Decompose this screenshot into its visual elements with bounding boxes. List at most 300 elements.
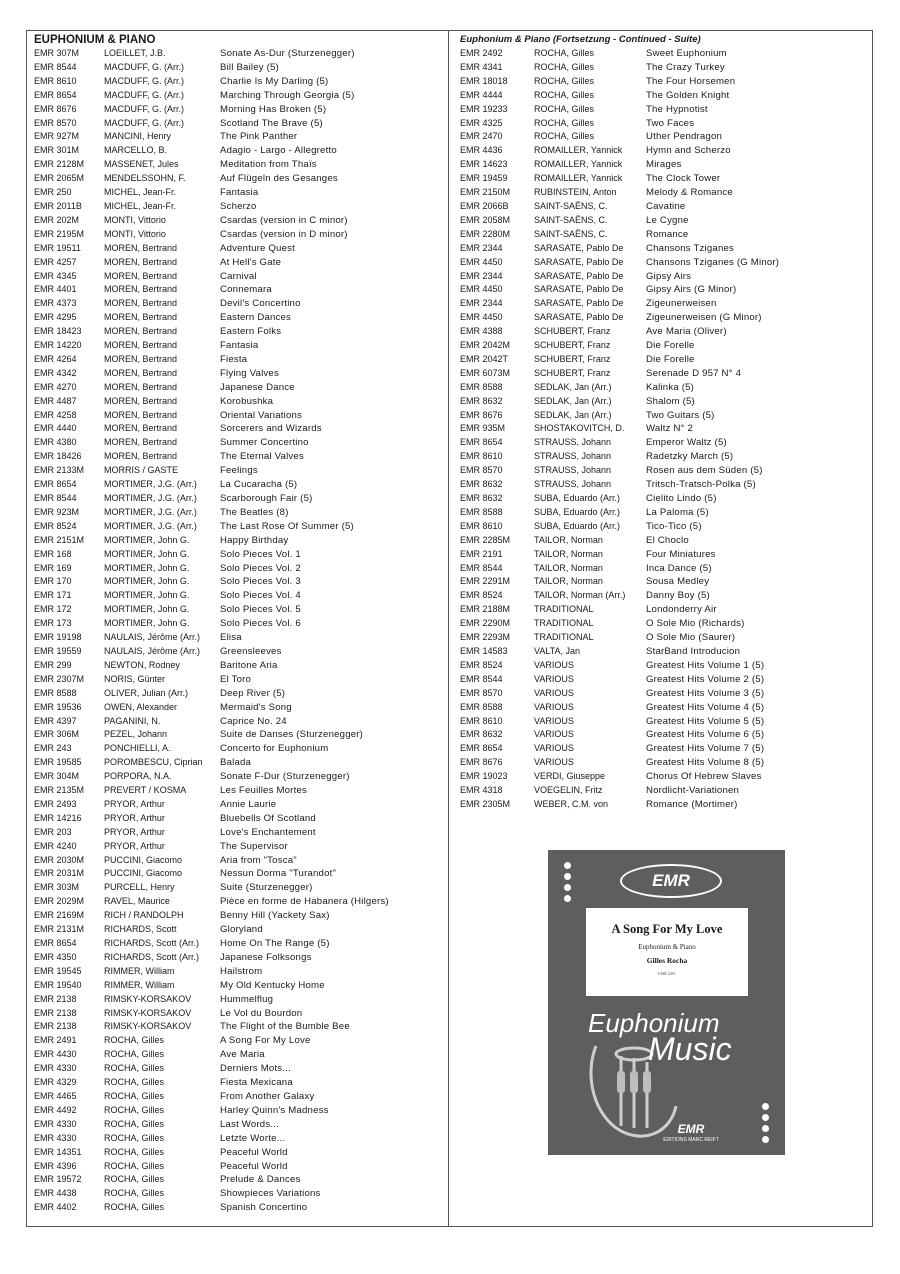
work-title: Sonate F-Dur (Sturzenegger) [220, 771, 350, 783]
section-heading: EUPHONIUM & PIANO [34, 34, 156, 46]
composer: ROCHA, Gilles [534, 89, 595, 100]
work-title: Cavatine [646, 200, 686, 212]
work-title: Peaceful World [220, 1146, 288, 1158]
catalog-entry [34, 826, 444, 840]
catalog-entry [460, 89, 870, 103]
catalog-number: EMR 8632 [460, 493, 503, 503]
composer: SHOSTAKOVITCH, D. [534, 423, 625, 434]
composer: TAILOR, Norman [534, 562, 603, 573]
catalog-entry [34, 1132, 444, 1146]
catalog-entry [34, 117, 444, 131]
work-title: Hymn and Scherzo [646, 145, 731, 157]
catalog-entry [460, 325, 870, 339]
catalog-number: EMR 169 [34, 562, 72, 573]
catalog-entry [34, 339, 444, 353]
work-title: Showpieces Variations [220, 1188, 321, 1200]
catalog-number: EMR 4438 [34, 1188, 77, 1199]
catalog-number: EMR 923M [34, 506, 80, 517]
composer: MOREN, Bertrand [104, 284, 178, 295]
work-title: Melody & Romance [646, 187, 733, 199]
work-title: Happy Birthday [220, 534, 289, 546]
catalog-entry [34, 520, 444, 534]
catalog-number: EMR 243 [34, 743, 72, 754]
catalog-entry [34, 1048, 444, 1062]
work-title: Les Feuilles Mortes [220, 785, 307, 797]
catalog-entry [34, 937, 444, 951]
catalog-entry [34, 812, 444, 826]
catalog-number: EMR 4380 [34, 437, 77, 448]
composer: MORTIMER, John G. [104, 590, 190, 601]
work-title: The Four Horsemen [646, 75, 736, 87]
catalog-number: EMR 8524 [460, 590, 503, 601]
work-title: Solo Pieces Vol. 1 [220, 548, 301, 560]
work-title: The Flight of the Bumble Bee [220, 1021, 350, 1033]
catalog-entry [34, 645, 444, 659]
work-title: Derniers Mots... [220, 1063, 291, 1075]
catalog-number: EMR 2344 [460, 242, 503, 253]
catalog-entry [460, 242, 870, 256]
catalog-entry [460, 381, 870, 395]
composer: MORTIMER, John G. [104, 548, 190, 559]
catalog-entry [34, 1146, 444, 1160]
catalog-number: EMR 4402 [34, 1202, 77, 1213]
catalog-number: EMR 6073M [460, 367, 511, 378]
composer: ROCHA, Gilles [104, 1188, 165, 1199]
composer: POROMBESCU, Ciprian [104, 757, 203, 768]
composer: SUBA, Eduardo (Arr.) [534, 520, 621, 531]
catalog-number: EMR 4318 [460, 785, 503, 796]
catalog-number: EMR 19198 [34, 632, 82, 643]
cover-image [548, 850, 785, 1155]
catalog-number: EMR 8610 [460, 715, 503, 726]
composer: VALTA, Jan [534, 645, 581, 656]
catalog-entry [34, 854, 444, 868]
catalog-column-right [460, 33, 870, 812]
composer: RIMMER, William [104, 965, 175, 976]
composer: MACDUFF, G. (Arr.) [104, 103, 184, 114]
catalog-number: EMR 2042M [460, 340, 511, 351]
catalog-number: EMR 250 [34, 187, 72, 198]
catalog-number: EMR 4270 [34, 381, 77, 392]
composer: VARIOUS [534, 701, 574, 712]
composer: MOREN, Bertrand [104, 381, 178, 392]
catalog-entry [34, 256, 444, 270]
work-title: Last Words... [220, 1118, 279, 1130]
catalog-number: EMR 4295 [34, 312, 77, 323]
catalog-number: EMR 4450 [460, 256, 503, 267]
work-title: Suite (Sturzenegger) [220, 882, 313, 894]
work-title: Devil's Concertino [220, 298, 301, 310]
work-title: O Sole Mio (Richards) [646, 618, 745, 630]
work-title: Baritone Aria [220, 659, 278, 671]
work-title: Japanese Dance [220, 381, 295, 393]
emr-logo: EMR [620, 864, 722, 898]
catalog-number: EMR 2290M [460, 618, 511, 629]
composer: TAILOR, Norman (Arr.) [534, 590, 626, 601]
catalog-number: EMR 8544 [34, 493, 77, 503]
work-title: Caprice No. 24 [220, 715, 287, 727]
catalog-number: EMR 19585 [34, 757, 82, 768]
work-title: Harley Quinn's Madness [220, 1104, 329, 1116]
catalog-entry [34, 673, 444, 687]
work-title: Chansons Tziganes [646, 242, 735, 254]
catalog-entry [34, 979, 444, 993]
composer: PRYOR, Arthur [104, 812, 165, 823]
composer: SARASATE, Pablo De [534, 298, 624, 309]
composer: ROCHA, Gilles [534, 117, 595, 128]
composer: ROMAILLER, Yannick [534, 145, 623, 156]
catalog-number: EMR 4345 [34, 270, 77, 281]
catalog-number: EMR 2285M [460, 534, 511, 545]
composer: VARIOUS [534, 743, 574, 754]
composer: SARASATE, Pablo De [534, 284, 624, 295]
work-title: Fantasia [220, 187, 259, 199]
catalog-entry [34, 297, 444, 311]
work-title: Emperor Waltz (5) [646, 437, 727, 449]
work-title: Nordlicht-Variationen [646, 785, 740, 797]
work-title: The Eternal Valves [220, 451, 304, 463]
catalog-entry [34, 1173, 444, 1187]
composer: ROCHA, Gilles [534, 103, 595, 114]
catalog-entry [34, 951, 444, 965]
catalog-number: EMR 307M [34, 48, 80, 58]
composer: MASSENET, Jules [104, 159, 179, 170]
catalog-number: EMR 19559 [34, 645, 82, 656]
catalog-entry [460, 798, 870, 812]
catalog-number: EMR 4450 [460, 284, 503, 295]
catalog-entry [460, 117, 870, 131]
composer: VARIOUS [534, 659, 574, 670]
catalog-number: EMR 8632 [460, 395, 503, 406]
work-title: Oriental Variations [220, 409, 303, 421]
work-title: Greatest Hits Volume 7 (5) [646, 743, 765, 755]
catalog-entry [460, 520, 870, 534]
catalog-entry [460, 47, 870, 61]
composer: ROCHA, Gilles [104, 1146, 165, 1157]
catalog-number: EMR 8676 [34, 103, 77, 114]
catalog-number: EMR 19023 [460, 771, 508, 782]
catalog-entry [34, 603, 444, 617]
catalog-list-left [34, 47, 444, 1215]
catalog-entry [34, 47, 444, 61]
catalog-entry [34, 283, 444, 297]
catalog-number: EMR 8588 [460, 381, 503, 392]
catalog-entry [34, 436, 444, 450]
composer: OLIVER, Julian (Arr.) [104, 687, 189, 698]
composer: WEBER, C.M. von [534, 798, 609, 809]
catalog-entry [460, 534, 870, 548]
catalog-number: EMR 8654 [460, 437, 503, 448]
catalog-entry [460, 464, 870, 478]
composer: ROCHA, Gilles [104, 1063, 165, 1074]
catalog-entry [34, 492, 444, 506]
composer: TRADITIONAL [534, 618, 594, 629]
work-title: Zigeunerweisen [646, 298, 717, 310]
composer: RIMSKY-KORSAKOV [104, 1021, 192, 1032]
work-title: Solo Pieces Vol. 3 [220, 576, 301, 588]
catalog-number: EMR 304M [34, 771, 80, 782]
catalog-number: EMR 2195M [34, 228, 85, 239]
work-title: Tritsch-Tratsch-Polka (5) [646, 479, 756, 491]
composer: MOREN, Bertrand [104, 312, 178, 323]
catalog-entry [34, 715, 444, 729]
work-title: Radetzky March (5) [646, 451, 734, 463]
composer: RIMMER, William [104, 979, 175, 990]
catalog-entry [34, 311, 444, 325]
composer: MANCINI, Henry [104, 131, 172, 142]
catalog-number: EMR 4436 [460, 145, 503, 156]
catalog-number: EMR 4450 [460, 312, 503, 323]
composer: VARIOUS [534, 687, 574, 698]
composer: ROCHA, Gilles [534, 48, 595, 58]
catalog-entry [34, 172, 444, 186]
work-title: Concerto for Euphonium [220, 743, 329, 755]
catalog-number: EMR 4440 [34, 423, 77, 434]
composer: SUBA, Eduardo (Arr.) [534, 506, 621, 517]
composer: ROCHA, Gilles [104, 1077, 165, 1088]
catalog-number: EMR 8524 [34, 520, 77, 531]
composer: SARASATE, Pablo De [534, 270, 624, 281]
catalog-entry [460, 770, 870, 784]
cover-code: EMR 2491 [658, 971, 676, 976]
cover-series-line1: Euphonium [588, 1008, 720, 1038]
catalog-list-right [460, 47, 870, 812]
catalog-number: EMR 2030M [34, 854, 85, 865]
work-title: Eastern Folks [220, 326, 282, 338]
catalog-number: EMR 935M [460, 423, 506, 434]
composer: SARASATE, Pablo De [534, 256, 624, 267]
catalog-entry [34, 450, 444, 464]
catalog-entry [34, 756, 444, 770]
catalog-number: EMR 19233 [460, 103, 508, 114]
work-title: Aria from "Tosca" [220, 854, 297, 866]
catalog-number: EMR 8544 [460, 562, 503, 573]
catalog-entry [34, 687, 444, 701]
catalog-entry [34, 1201, 444, 1215]
catalog-entry [460, 158, 870, 172]
section-heading-continued: Euphonium & Piano (Fortsetzung - Continued - Suite) [460, 34, 701, 45]
catalog-entry [460, 75, 870, 89]
composer: VARIOUS [534, 673, 574, 684]
catalog-entry [34, 422, 444, 436]
catalog-number: EMR 2066B [460, 200, 509, 211]
catalog-number: EMR 4465 [34, 1090, 77, 1101]
catalog-entry [460, 283, 870, 297]
work-title: Bluebells Of Scotland [220, 812, 316, 824]
catalog-entry [34, 228, 444, 242]
catalog-number: EMR 927M [34, 131, 80, 142]
work-title: Annie Laurie [220, 798, 277, 810]
catalog-entry [34, 464, 444, 478]
catalog-number: EMR 2344 [460, 298, 503, 309]
catalog-number: EMR 2138 [34, 1007, 77, 1018]
catalog-entry [34, 895, 444, 909]
work-title: Elisa [220, 632, 242, 644]
work-title: Greatest Hits Volume 1 (5) [646, 659, 765, 671]
composer: SAINT-SAËNS, C. [534, 200, 608, 211]
work-title: Two Guitars (5) [646, 409, 715, 421]
work-title: Sorcerers and Wizards [220, 423, 322, 435]
composer: TAILOR, Norman [534, 534, 603, 545]
composer: ROCHA, Gilles [104, 1160, 165, 1171]
catalog-entry [460, 436, 870, 450]
catalog-number: EMR 8588 [460, 701, 503, 712]
work-title: Die Forelle [646, 340, 695, 352]
work-title: Cielito Lindo (5) [646, 493, 717, 504]
catalog-number: EMR 4396 [34, 1160, 77, 1171]
composer: SCHUBERT, Franz [534, 353, 611, 364]
catalog-entry [34, 270, 444, 284]
catalog-entry [34, 130, 444, 144]
catalog-number: EMR 19540 [34, 979, 82, 990]
catalog-entry [34, 409, 444, 423]
composer: MONTI, Vittorio [104, 228, 166, 239]
composer: SEDLAK, Jan (Arr.) [534, 381, 612, 392]
composer: STRAUSS, Johann [534, 479, 612, 490]
composer: SCHUBERT, Franz [534, 326, 611, 337]
catalog-entry [34, 1034, 444, 1048]
catalog-entry [460, 506, 870, 520]
cover-dots-bottom [762, 1103, 769, 1143]
catalog-number: EMR 2128M [34, 159, 85, 170]
work-title: El Toro [220, 673, 252, 685]
catalog-number: EMR 2470 [460, 131, 503, 142]
composer: ROCHA, Gilles [104, 1049, 165, 1060]
catalog-entry [34, 478, 444, 492]
catalog-number: EMR 2305M [460, 798, 511, 809]
composer: MORTIMER, John G. [104, 618, 190, 629]
catalog-number: EMR 2150M [460, 187, 511, 198]
composer: PREVERT / KOSMA [104, 785, 187, 796]
catalog-number: EMR 306M [34, 729, 80, 740]
catalog-number: EMR 19459 [460, 173, 508, 184]
catalog-number: EMR 8610 [460, 451, 503, 462]
catalog-entry [460, 103, 870, 117]
work-title: Deep River (5) [220, 687, 286, 699]
catalog-entry [34, 701, 444, 715]
composer: LOEILLET, J.B. [104, 48, 166, 58]
work-title: La Cucaracha (5) [220, 479, 298, 491]
work-title: La Paloma (5) [646, 506, 709, 518]
work-title: Mirages [646, 159, 682, 171]
cover-title: A Song For My Love [611, 922, 723, 936]
catalog-number: EMR 303M [34, 882, 80, 893]
catalog-entry [34, 89, 444, 103]
catalog-entry [34, 103, 444, 117]
catalog-entry [460, 701, 870, 715]
work-title: Scherzo [220, 200, 257, 212]
work-title: Greatest Hits Volume 8 (5) [646, 757, 765, 769]
work-title: Le Cygne [646, 214, 689, 226]
catalog-entry [460, 756, 870, 770]
catalog-entry [460, 715, 870, 729]
composer: SCHUBERT, Franz [534, 340, 611, 351]
composer: MENDELSSOHN, F. [104, 173, 186, 184]
work-title: The Beatles (8) [220, 506, 289, 518]
composer: OWEN, Alexander [104, 701, 178, 712]
catalog-entry [460, 784, 870, 798]
catalog-number: EMR 8676 [460, 409, 503, 420]
catalog-number: EMR 8544 [460, 673, 503, 684]
work-title: Meditation from Thaïs [220, 159, 317, 171]
composer: MORTIMER, J.G. (Arr.) [104, 493, 197, 503]
composer: VERDI, Giuseppe [534, 771, 606, 782]
work-title: O Sole Mio (Saurer) [646, 632, 736, 644]
catalog-entry [460, 144, 870, 158]
work-title: The Pink Panther [220, 131, 298, 143]
composer: ROCHA, Gilles [104, 1174, 165, 1185]
work-title: Scarborough Fair (5) [220, 493, 313, 504]
composer: RICHARDS, Scott (Arr.) [104, 951, 200, 962]
catalog-entry [460, 214, 870, 228]
work-title: Flying Valves [220, 367, 279, 379]
catalog-number: EMR 2280M [460, 228, 511, 239]
work-title: Solo Pieces Vol. 4 [220, 590, 301, 602]
work-title: Inca Dance (5) [646, 562, 712, 574]
composer: MORTIMER, John G. [104, 604, 190, 615]
work-title: Gipsy Airs (G Minor) [646, 284, 737, 296]
catalog-number: EMR 2065M [34, 173, 85, 184]
catalog-number: EMR 8654 [34, 479, 77, 490]
work-title: From Another Galaxy [220, 1090, 315, 1102]
work-title: Sweet Euphonium [646, 48, 727, 59]
catalog-number: EMR 301M [34, 145, 80, 156]
composer: NAULAIS, Jérôme (Arr.) [104, 632, 201, 643]
catalog-entry [34, 186, 444, 200]
catalog-number: EMR 4350 [34, 951, 77, 962]
catalog-entry [460, 617, 870, 631]
catalog-number: EMR 4487 [34, 395, 77, 406]
catalog-number: EMR 172 [34, 604, 72, 615]
catalog-number: EMR 2169M [34, 910, 85, 921]
catalog-entry [34, 548, 444, 562]
composer: MOREN, Bertrand [104, 395, 178, 406]
composer: ROCHA, Gilles [534, 131, 595, 142]
catalog-entry [34, 909, 444, 923]
work-title: Japanese Folksongs [220, 951, 312, 963]
catalog-entry [460, 353, 870, 367]
catalog-number: EMR 4257 [34, 256, 77, 267]
work-title: Love's Enchantement [220, 826, 316, 838]
composer: ROCHA, Gilles [104, 1202, 165, 1213]
composer: PRYOR, Arthur [104, 840, 165, 851]
composer: MONTI, Vittorio [104, 214, 166, 225]
work-title: Greensleeves [220, 645, 282, 657]
catalog-number: EMR 2491 [34, 1035, 77, 1046]
work-title: Gloryland [220, 924, 263, 936]
composer: SEDLAK, Jan (Arr.) [534, 395, 612, 406]
cover-dots-top [564, 862, 571, 902]
catalog-entry [460, 297, 870, 311]
catalog-number: EMR 2058M [460, 214, 511, 225]
catalog-number: EMR 4325 [460, 117, 503, 128]
work-title: Adventure Quest [220, 242, 295, 254]
work-title: Chansons Tziganes (G Minor) [646, 256, 780, 268]
composer: MOREN, Bertrand [104, 423, 178, 434]
composer: MOREN, Bertrand [104, 353, 178, 364]
publisher-mark: EMR [677, 1122, 705, 1136]
catalog-entry [34, 867, 444, 881]
catalog-entry [460, 631, 870, 645]
publisher-logo [652, 1122, 730, 1148]
catalog-number: EMR 8654 [34, 938, 77, 948]
catalog-entry [34, 1187, 444, 1201]
catalog-entry [34, 158, 444, 172]
work-title: Korobushka [220, 395, 274, 407]
work-title: The Hypnotist [646, 103, 708, 115]
work-title: Csardas (version in C minor) [220, 214, 348, 226]
catalog-number: EMR 4264 [34, 353, 77, 364]
